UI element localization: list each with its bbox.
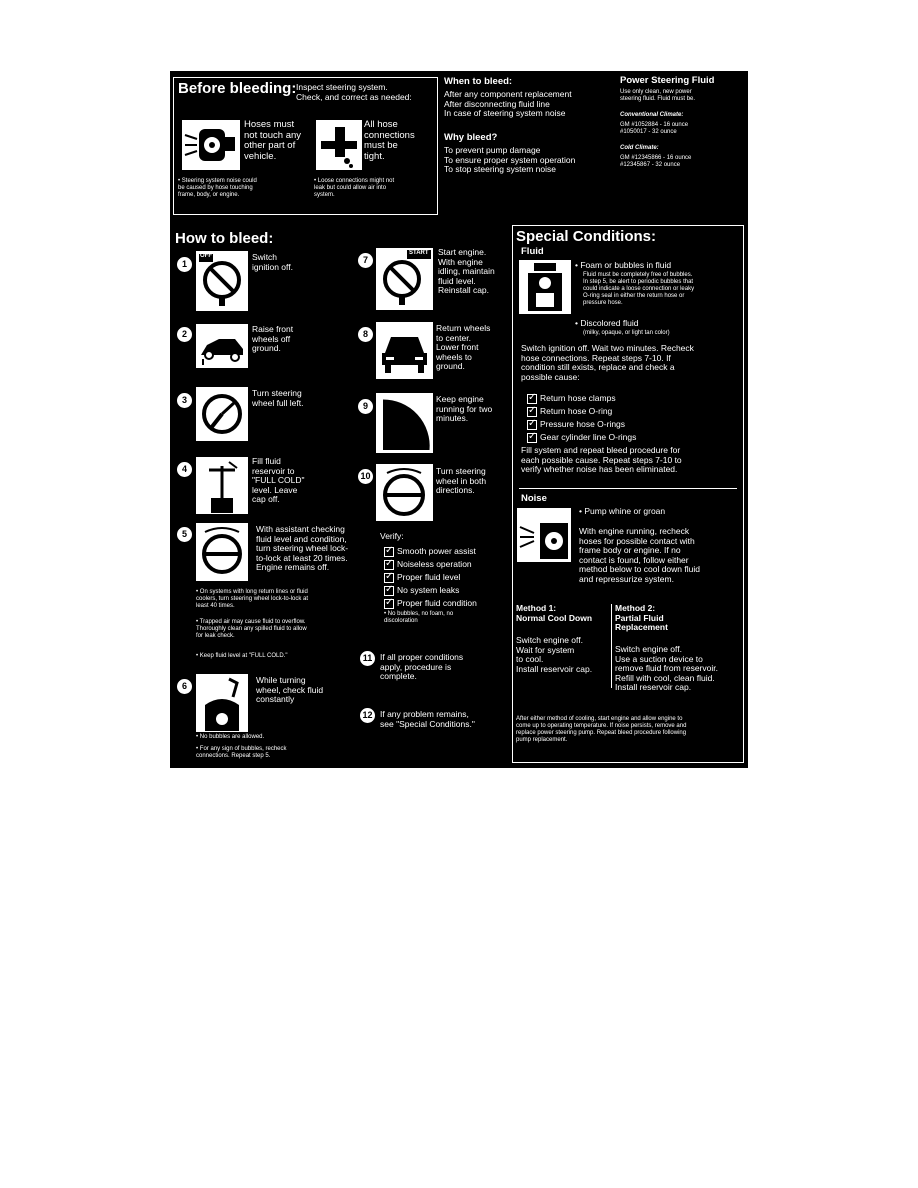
raised-car-illustration xyxy=(196,324,248,368)
special-conditions-heading: Special Conditions: xyxy=(516,228,657,245)
step-6-note-1: • No bubbles are allowed. xyxy=(196,734,265,740)
when-to-bleed-list: After any component replacement After disconnecting fluid line In case of steering system noise xyxy=(444,89,572,119)
hose-connection-illustration xyxy=(316,120,362,170)
verify-note: • No bubbles, no foam, no discoloration xyxy=(384,611,454,624)
fluid-reservoir-illustration xyxy=(196,457,248,514)
before-note-2: • Loose connections might not leak but could allow air into system. xyxy=(314,178,395,198)
method-divider xyxy=(611,604,612,688)
step-6-text: While turning wheel, check fluid constantly xyxy=(256,675,324,705)
ignition-start-illustration xyxy=(376,248,433,310)
step-5-number: 5 xyxy=(177,527,192,542)
before-bleeding-heading: Before bleeding: xyxy=(178,80,297,97)
cold-climate-label: Cold Climate: xyxy=(620,145,659,151)
instruction-sheet xyxy=(170,71,748,768)
step-10-number: 10 xyxy=(358,469,373,484)
step-2-text: Raise front wheels off ground. xyxy=(252,324,294,354)
step-4-text: Fill fluid reservoir to "FULL COLD" level. Leave cap off. xyxy=(252,456,305,505)
foam-detail: Fluid must be completely free of bubbles. In step 5, be alert to periodic bubbles that could indicate a loose connection or leaky O-ring seal in either the return hose or pressure hose. xyxy=(583,272,695,306)
step-3-number: 3 xyxy=(177,393,192,408)
step-8-text: Return wheels to center. Lower front wheels to ground. xyxy=(436,323,491,372)
checkbox-checked-icon xyxy=(384,547,394,557)
step-5-text: With assistant checking fluid level and condition, turn steering wheel lock- to-lock at least 20 times. Engine remains off. xyxy=(256,524,349,573)
checkbox-checked-icon xyxy=(527,407,537,417)
possible-causes-checklist xyxy=(527,392,636,444)
steering-wheel-both-directions-illustration xyxy=(376,464,433,521)
step-11-text: If all proper conditions apply, procedure is complete. xyxy=(380,652,464,682)
step-11-number: 11 xyxy=(360,651,375,666)
verify-item: ✓ Noiseless operation xyxy=(384,558,477,571)
step-5-note-2: • Trapped air may cause fluid to overflow. Thoroughly clean any spilled fluid to allow for leak check. xyxy=(196,619,307,639)
cause-item: ✓ Return hose clamps xyxy=(527,392,636,405)
engine-hoses-illustration xyxy=(182,120,240,170)
step-6-note-2: • For any sign of bubbles, recheck connections. Repeat step 5. xyxy=(196,746,287,759)
noise-bullet: • Pump whine or groan xyxy=(579,506,666,516)
fill-system-text: Fill system and repeat bleed procedure for each possible cause. Repeat steps 7-10 to verify whether noise has been eliminated. xyxy=(521,445,682,475)
after-cooling-text: After either method of cooling, start engine and allow engine to come up to operating temperature. If noise persists, remove and replace power steering pump. Repeat bleed procedure following pump replacement. xyxy=(516,716,687,743)
method-2-steps: Switch engine off. Use a suction device to remove fluid from reservoir. Refill with cool, clean fluid. Install reservoir cap. xyxy=(615,644,718,693)
hoses-requirement: Hoses must not touch any other part of vehicle. xyxy=(244,119,302,162)
timer-illustration xyxy=(376,393,433,453)
steering-wheel-left-illustration xyxy=(196,387,248,441)
section-divider xyxy=(519,488,737,489)
noise-condition-label: Noise xyxy=(521,493,547,504)
step-12-number: 12 xyxy=(360,708,375,723)
checkbox-checked-icon xyxy=(527,420,537,430)
verify-item: ✓ Proper fluid condition xyxy=(384,597,477,610)
before-bleeding-instruction: Inspect steering system. Check, and correct as needed: xyxy=(296,82,412,102)
foam-title: • Foam or bubbles in fluid xyxy=(575,260,672,270)
check-fluid-illustration xyxy=(196,674,248,732)
step-7-text: Start engine. With engine idling, maintain fluid level. Reinstall cap. xyxy=(438,247,495,296)
method-2-title: Method 2: Partial Fluid Replacement xyxy=(615,603,668,633)
method-1-title: Method 1: Normal Cool Down xyxy=(516,603,593,623)
step-10-text: Turn steering wheel in both directions. xyxy=(436,466,487,496)
verify-item: ✓ No system leaks xyxy=(384,584,477,597)
start-label: START xyxy=(409,250,429,256)
step-2-number: 2 xyxy=(177,327,192,342)
cold-part-numbers: GM #12345866 - 16 ounce #12345867 - 32 ounce xyxy=(620,155,692,168)
verify-item: ✓ Smooth power assist xyxy=(384,545,477,558)
power-steering-fluid-heading: Power Steering Fluid xyxy=(620,75,715,86)
checkbox-checked-icon xyxy=(384,560,394,570)
checkbox-checked-icon xyxy=(384,573,394,583)
verify-item: ✓ Proper fluid level xyxy=(384,571,477,584)
conventional-part-numbers: GM #1052884 - 16 ounce #1050017 - 32 ounce xyxy=(620,122,689,135)
reservoir-foam-illustration xyxy=(519,260,571,314)
special-conditions-panel xyxy=(512,225,744,763)
step-3-text: Turn steering wheel full left. xyxy=(252,388,304,408)
when-to-bleed-heading: When to bleed: xyxy=(444,76,513,87)
checkbox-checked-icon xyxy=(527,394,537,404)
connections-requirement: All hose connections must be tight. xyxy=(364,119,415,162)
noise-text: With engine running, recheck hoses for possible contact with frame body or engine. If no contact is found, follow either method below to cool down fluid and repressurize system. xyxy=(579,526,700,584)
switch-ignition-text: Switch ignition off. Wait two minutes. Recheck hose connections. Repeat steps 7-10. If condition still exists, replace and check a possible cause: xyxy=(521,343,694,382)
pump-noise-illustration xyxy=(517,508,571,562)
checkbox-checked-icon xyxy=(384,586,394,596)
step-4-number: 4 xyxy=(177,462,192,477)
cause-item: ✓ Pressure hose O-rings xyxy=(527,418,636,431)
verify-checklist xyxy=(384,545,477,610)
fluid-condition-label: Fluid xyxy=(521,246,544,257)
before-note-1: • Steering system noise could be caused by hose touching frame, body, or engine. xyxy=(178,178,257,198)
how-to-bleed-heading: How to bleed: xyxy=(175,230,274,247)
method-1-steps: Switch engine off. Wait for system to cool. Install reservoir cap. xyxy=(516,635,593,674)
car-front-illustration xyxy=(376,322,433,379)
before-bleeding-panel xyxy=(173,77,438,215)
cause-item: ✓ Gear cylinder line O-rings xyxy=(527,431,636,444)
step-5-note-1: • On systems with long return lines or fluid coolers, turn steering wheel lock-to-lock at least 40 times. xyxy=(196,589,309,609)
step-1-number: 1 xyxy=(177,257,192,272)
steering-wheel-lock-to-lock-illustration xyxy=(196,523,248,581)
step-9-text: Keep engine running for two minutes. xyxy=(436,394,493,424)
step-12-text: If any problem remains, see "Special Conditions." xyxy=(380,709,475,729)
why-bleed-heading: Why bleed? xyxy=(444,132,498,143)
step-1-text: Switch ignition off. xyxy=(252,252,293,272)
fluid-intro: Use only clean, new power steering fluid. Fluid must be. xyxy=(620,89,696,102)
conventional-climate-label: Conventional Climate: xyxy=(620,112,684,118)
checkbox-checked-icon xyxy=(384,599,394,609)
discolored-detail: (milky, opaque, or light tan color) xyxy=(583,330,670,336)
step-5-note-3: • Keep fluid level at "FULL COLD." xyxy=(196,653,288,659)
step-6-number: 6 xyxy=(177,679,192,694)
step-8-number: 8 xyxy=(358,327,373,342)
checkbox-checked-icon xyxy=(527,433,537,443)
cause-item: ✓ Return hose O-ring xyxy=(527,405,636,418)
why-bleed-list: To prevent pump damage To ensure proper system operation To stop steering system noise xyxy=(444,145,576,175)
ignition-off-illustration xyxy=(196,251,248,311)
step-7-number: 7 xyxy=(358,253,373,268)
off-label: OFF xyxy=(200,253,212,259)
step-9-number: 9 xyxy=(358,399,373,414)
discolored-title: • Discolored fluid xyxy=(575,318,639,328)
verify-label: Verify: xyxy=(380,531,404,541)
